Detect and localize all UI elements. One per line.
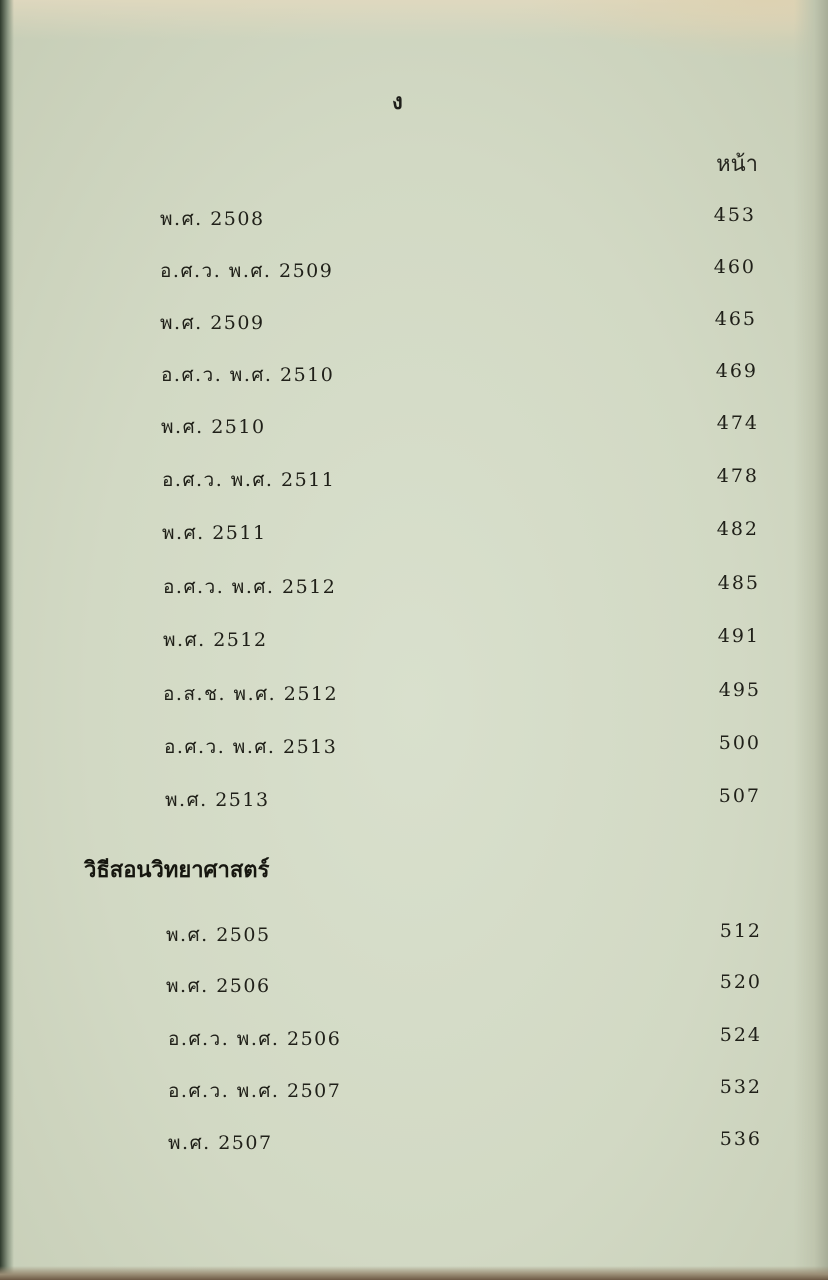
toc-entry <box>163 572 760 602</box>
toc-entry-page: 520 <box>719 971 762 993</box>
toc-entry <box>161 412 759 442</box>
toc-entry-page: 478 <box>716 465 759 487</box>
toc-entry <box>160 308 757 338</box>
toc-entry <box>168 1076 762 1106</box>
page-binding-shadow <box>0 0 14 1280</box>
toc-entry-label: อ.ศ.ว. พ.ศ. 2511 <box>162 469 336 491</box>
toc-entry <box>162 465 759 495</box>
toc-entry-label: พ.ศ. 2508 <box>160 208 265 230</box>
paper-stain <box>528 0 828 60</box>
toc-entry-label: อ.ศ.ว. พ.ศ. 2512 <box>163 576 337 598</box>
toc-entry <box>160 204 756 234</box>
toc-entry-label: พ.ศ. 2505 <box>166 924 271 946</box>
toc-entry-page: 507 <box>718 785 761 807</box>
toc-entry <box>161 360 758 390</box>
toc-entry <box>168 1128 762 1158</box>
toc-entry-label: พ.ศ. 2513 <box>165 789 270 811</box>
toc-entry-page: 482 <box>716 518 759 540</box>
toc-entry-page: 524 <box>719 1024 762 1046</box>
toc-entry <box>160 256 756 286</box>
toc-entry-page: 500 <box>718 732 761 754</box>
toc-entry-page: 465 <box>714 308 757 330</box>
toc-entry-label: พ.ศ. 2509 <box>160 312 265 334</box>
toc-entry <box>163 679 761 709</box>
toc-entry-page: 474 <box>716 412 759 434</box>
toc-entry <box>164 732 761 762</box>
page-edge-shadow <box>0 1266 828 1280</box>
toc-entry-label: พ.ศ. 2507 <box>168 1132 273 1154</box>
toc-entry-page: 532 <box>719 1076 762 1098</box>
section-heading: วิธีสอนวิทยาศาสตร์ <box>84 857 270 883</box>
toc-entry <box>166 920 762 950</box>
toc-entry-label: อ.ศ.ว. พ.ศ. 2507 <box>168 1080 342 1102</box>
toc-entry-label: อ.ศ.ว. พ.ศ. 2510 <box>161 364 335 386</box>
page-edge-shadow <box>794 0 828 1280</box>
toc-entry-page: 460 <box>713 256 756 278</box>
toc-entry-page: 512 <box>719 920 762 942</box>
toc-entry-label: อ.ส.ช. พ.ศ. 2512 <box>163 683 339 705</box>
toc-entry-label: พ.ศ. 2511 <box>162 522 267 544</box>
toc-entry-page: 495 <box>718 679 761 701</box>
toc-entry <box>166 971 762 1001</box>
toc-entry-page: 453 <box>713 204 756 226</box>
toc-entry <box>168 1024 762 1054</box>
toc-entry <box>163 625 760 655</box>
toc-entry-label: อ.ศ.ว. พ.ศ. 2513 <box>164 736 338 758</box>
toc-entry-label: พ.ศ. 2510 <box>161 416 266 438</box>
page-number: ง <box>392 89 403 115</box>
toc-entry-page: 485 <box>717 572 760 594</box>
toc-entry-page: 536 <box>719 1128 762 1150</box>
toc-entry-label: อ.ศ.ว. พ.ศ. 2506 <box>168 1028 342 1050</box>
toc-entry-label: พ.ศ. 2506 <box>166 975 271 997</box>
page-column-header: หน้า <box>716 152 758 177</box>
toc-entry-page: 491 <box>717 625 760 647</box>
toc-entry <box>165 785 761 815</box>
toc-entry-label: พ.ศ. 2512 <box>163 629 268 651</box>
toc-entry-page: 469 <box>715 360 758 382</box>
toc-entry <box>162 518 759 548</box>
toc-entry-label: อ.ศ.ว. พ.ศ. 2509 <box>160 260 334 282</box>
